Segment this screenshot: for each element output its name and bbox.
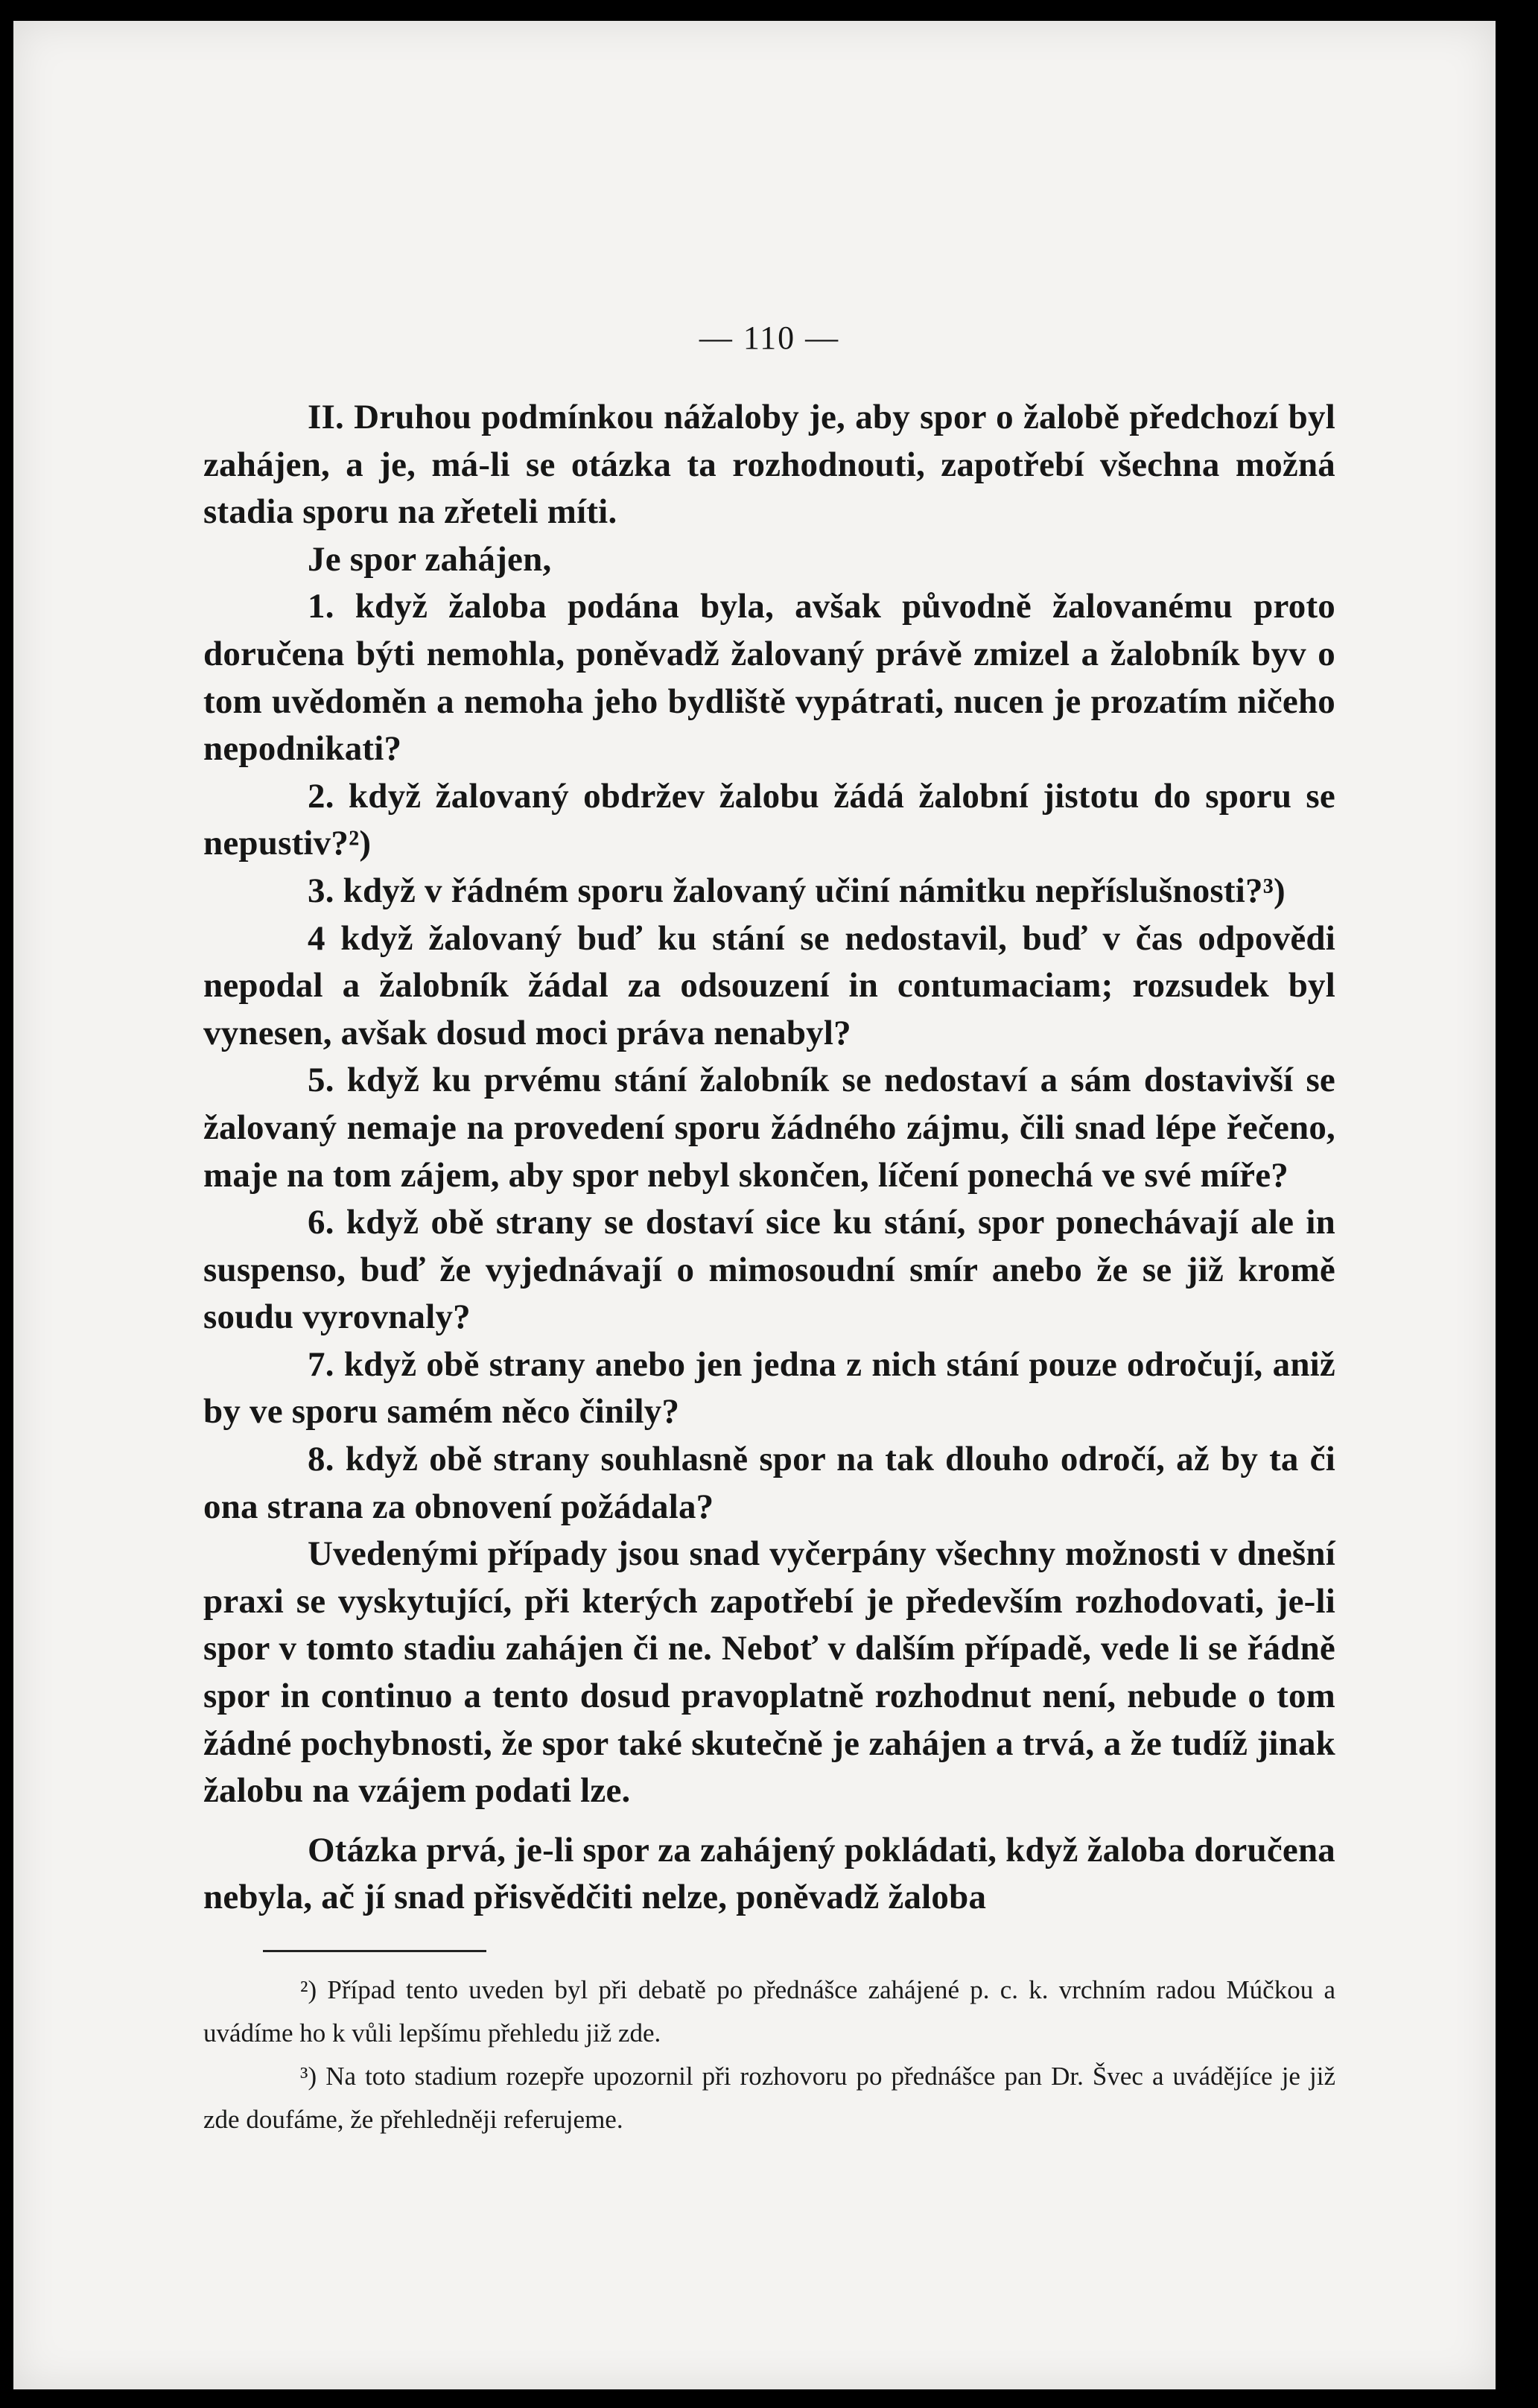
- page-content: [203, 319, 1335, 2141]
- paragraph-first-question: Otázka prvá, je-li spor za zahájený pokládati, když žaloba doručena nebyla, ač jí snad přisvědčiti nelze, poněvadž žaloba: [203, 1830, 1335, 1917]
- paragraph-case-5: 5. když ku prvému stání žalobník se nedostaví a sám dostavivší se žalovaný nemaje na provedení sporu žádného zájmu, čili snad lépe řečeno, maje na tom zájem, aby spor nebyl skončen, líčení ponechá ve své míře?: [203, 1061, 1335, 1195]
- paragraph-case-8: 8. když obě strany souhlasně spor na tak dlouho odročí, až by ta či ona strana za obnovení požádala?: [203, 1440, 1335, 1526]
- paragraph-case-2: 2. když žalovaný obdržev žalobu žádá žalobní jistotu do sporu se nepustiv?²): [203, 776, 1335, 863]
- paragraph-case-1: 1. když žaloba podána byla, avšak původně žalovanému proto doručena býti nemohla, poněvadž žalovaný právě zmizel a žalobník byv o tom uvědoměn a nemoha jeho bydliště vypátrati, nucen je prozatím ničeho nepodnikati?: [203, 587, 1335, 769]
- paragraph-intro: II. Druhou podmínkou nážaloby je, aby spor o žalobě předchozí byl zahájen, a je, má-li se otázka ta rozhodnouti, zapotřebí všechna možná stadia sporu na zřeteli míti.: [203, 398, 1335, 532]
- footnotes: [203, 1969, 1335, 2141]
- footnote-divider: [263, 1950, 486, 1952]
- footnote-3: ³) Na toto stadium rozepře upozornil při rozhovoru po přednášce pan Dr. Švec a uvádějíce je již zde doufáme, že přehledněji referujeme.: [203, 2062, 1335, 2134]
- book-page: [13, 21, 1496, 2389]
- paragraph-case-6: 6. když obě strany se dostaví sice ku stání, spor ponechávají ale in suspenso, buď že vyjednávají o mimosoudní smír anebo že se již kromě soudu vyrovnaly?: [203, 1203, 1335, 1337]
- paragraph-question-lead: Je spor zahájen,: [308, 539, 552, 579]
- body-text: [203, 394, 1335, 1922]
- paragraph-case-3: 3. když v řádném sporu žalovaný učiní námitku nepříslušnosti?³): [308, 871, 1286, 910]
- page-number: — 110 —: [699, 320, 840, 356]
- footnote-2: ²) Případ tento uveden byl při debatě po přednášce zahájené p. c. k. vrchním radou Múčkou a uvádíme ho k vůli lepšímu přehledu již zde.: [203, 1975, 1335, 2048]
- paragraph-case-7: 7. když obě strany anebo jen jedna z nich stání pouze odročují, aniž by ve sporu samém něco činily?: [203, 1344, 1335, 1432]
- paragraph-case-4: 4 když žalovaný buď ku stání se nedostavil, buď v čas odpovědi nepodal a žalobník žádal za odsouzení in contumaciam; rozsudek byl vynesen, avšak dosud moci práva nenabyl?: [203, 918, 1335, 1052]
- paragraph-summary: Uvedenými případy jsou snad vyčerpány všechny možnosti v dnešní praxi se vyskytující, při kterých zapotřebí je především rozhodovati, je-li spor v tomto stadiu zahájen či ne. Neboť v dalším případě, vede li se řádně spor in continuo a tento dosud pravoplatně rozhodnut není, nebude o tom žádné pochybnosti, že spor také skutečně je zahájen a trvá, a že tudíž jinak žalobu na vzájem podati lze.: [203, 1534, 1335, 1811]
